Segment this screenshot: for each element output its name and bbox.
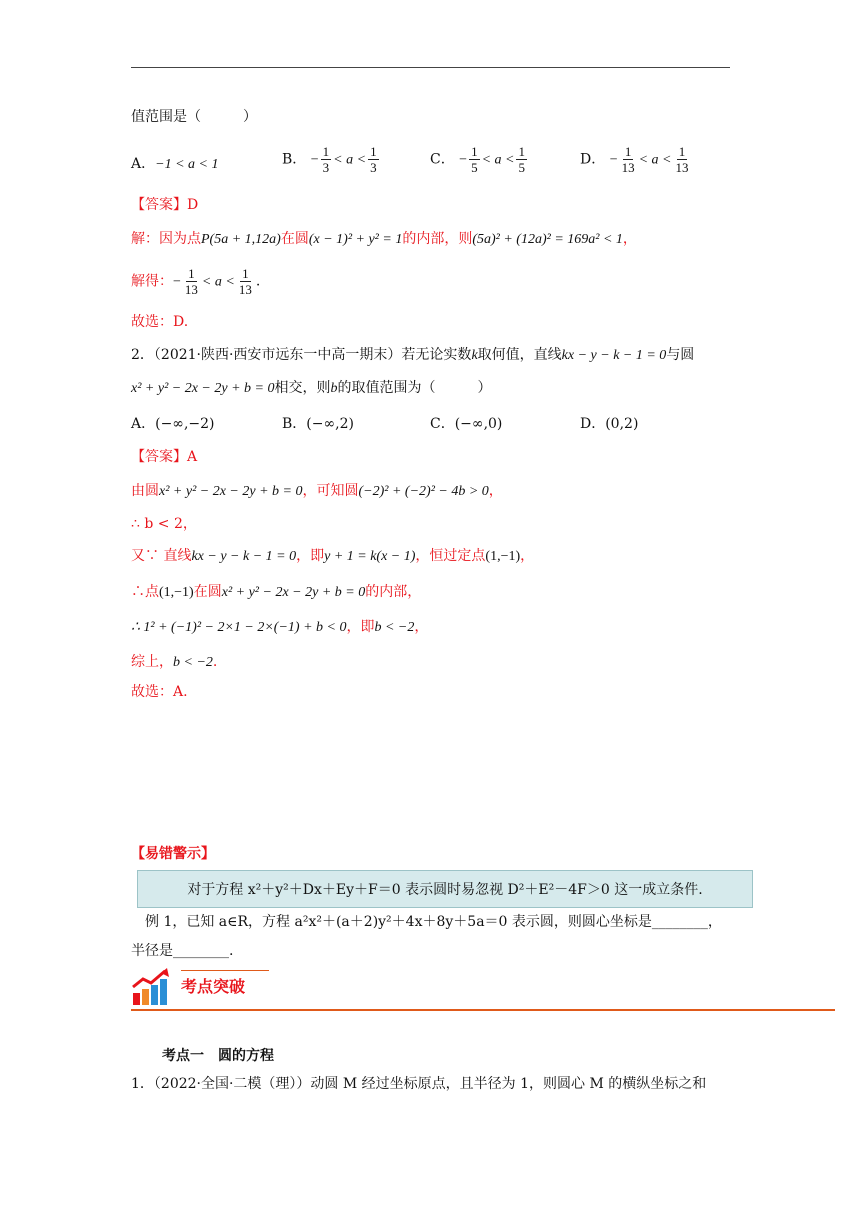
section-underline [131, 1009, 835, 1011]
q2-stem-line1: 2．（2021·陕西·西安市远东一中高一期末）若无论实数k取何值，直线kx − y − k − 1 = 0与圆 [131, 347, 695, 363]
q2-solution-step2: ∴ b < 2， [131, 516, 197, 532]
q1-option-d: D． − $\frac{1}{13}$ < a < $\frac{1}{13}$ [580, 144, 689, 175]
q2-option-c: C．(−∞,0) [430, 416, 503, 432]
section-q1-stem: 1．（2022·全国·二模（理））动圆 M 经过坐标原点，且半径为 1，则圆心 M 的横纵坐标之和 [131, 1076, 707, 1092]
warning-box [137, 870, 753, 908]
subsection-title: 考点一 圆的方程 [162, 1048, 274, 1064]
q1-option-c: C． − $\frac{1}{5}$ < a < $\frac{1}{5}$ [430, 144, 525, 175]
q1-option-a: A．−1 < a < 1 [131, 156, 219, 172]
q2-solution-step3: 又∵ 直线kx − y − k − 1 = 0，即y + 1 = k(x − 1)，恒过定点(1,−1)， [131, 548, 535, 564]
q2-solution-step1: 由圆x² + y² − 2x − 2y + b = 0，可知圆(−2)² + (−2)² − 4b > 0， [131, 483, 503, 499]
q2-solution-step4: ∴点(1,−1)在圆x² + y² − 2x − 2y + b = 0的内部， [131, 584, 422, 600]
section-title: 考点突破 [181, 977, 246, 996]
section-header [131, 967, 835, 1011]
q2-answer: 【答案】A [131, 449, 198, 465]
example-line2: 半径是________. [131, 943, 234, 959]
q2-stem-line2: x² + y² − 2x − 2y + b = 0相交，则b的取值范围为（ ） [131, 380, 492, 396]
chart-growth-icon [131, 967, 175, 1007]
warning-box-text: 对于方程 x²＋y²＋Dx＋Ey＋F＝0 表示圆时易忽视 D²＋E²－4F＞0 这一成立条件. [187, 882, 703, 898]
example-line1: 例 1，已知 a∈R，方程 a²x²＋(a＋2)y²＋4x＋8y＋5a＝0 表示圆，则圆心坐标是________， [145, 914, 722, 930]
q2-option-b: B．(−∞,2) [282, 416, 354, 432]
q1-answer: 【答案】D [131, 197, 199, 213]
header-rule [131, 67, 730, 68]
q1-result: 解得：− $\frac{1}{13}$ < a < $\frac{1}{13}$ . [131, 266, 261, 297]
q2-solution-step5: ∴ 1² + (−1)² − 2×1 − 2×(−1) + b < 0，即b < −2， [131, 619, 429, 635]
q2-choice: 故选：A. [131, 684, 188, 700]
warning-title: 【易错警示】 [131, 846, 215, 862]
q1-option-a-expr: −1 < a < 1 [155, 157, 219, 172]
q2-option-a: A．(−∞,−2) [131, 416, 215, 432]
section-title-overline [181, 970, 269, 971]
q1-stem-tail: 值范围是（ ） [131, 109, 257, 125]
q2-solution-step6: 综上，b < −2. [131, 654, 218, 670]
q1-option-b: B． − $\frac{1}{3}$ < a < $\frac{1}{3}$ [282, 144, 377, 175]
q1-choice: 故选：D. [131, 314, 189, 330]
q2-option-d: D．(0,2) [580, 416, 639, 432]
q1-solution-line: 解：因为点P(5a + 1,12a)在圆(x − 1)² + y² = 1的内部，则(5a)² + (12a)² = 169a² < 1， [131, 231, 637, 247]
